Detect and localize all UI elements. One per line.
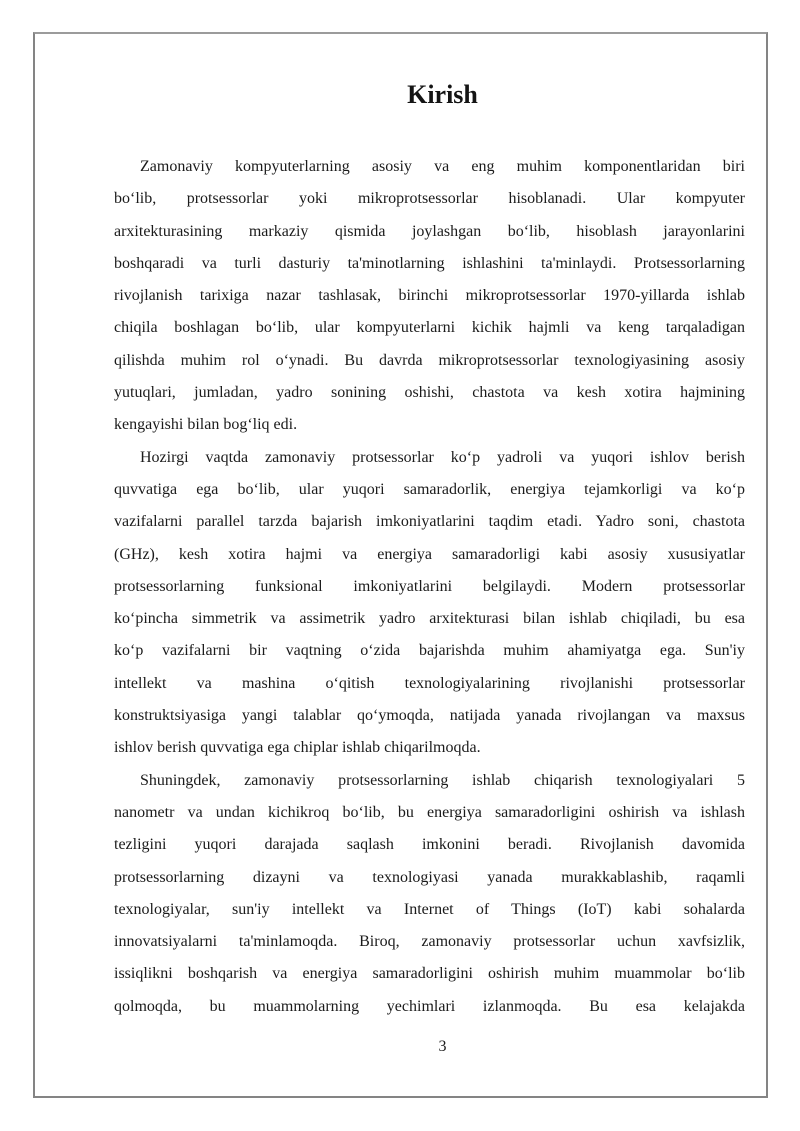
paragraph (114, 151, 745, 442)
paragraph (114, 765, 745, 1023)
text-line: boshqaradi va turli dasturiy ta'minotlarning ishlashini ta'minlaydi. Protsessorlarning (114, 254, 745, 272)
text-line: Shuningdek, zamonaviy protsessorlarning ishlab chiqarish texnologiyalari 5 (140, 771, 745, 789)
text-line: Zamonaviy kompyuterlarning asosiy va eng muhim komponentlaridan biri (140, 158, 745, 175)
text-line: arxitekturasining markaziy qismida joylashgan bo‘lib, hisoblash jarayonlarini (114, 222, 745, 240)
document-body (114, 151, 745, 1023)
text-line: vazifalarni parallel tarzda bajarish imkoniyatlarini taqdim etadi. Yadro soni, chastota (114, 513, 745, 531)
text-line: intellekt va mashina o‘qitish texnologiyalarining rivojlanishi protsessorlar (114, 674, 745, 692)
text-line: ko‘pincha simmetrik va assimetrik yadro arxitekturasi bilan ishlab chiqiladi, bu esa (114, 610, 745, 628)
text-line: konstruktsiyasiga yangi talablar qo‘ymoqda, natijada yanada rivojlangan va maxsus (114, 707, 745, 725)
text-line: texnologiyalar, sun'iy intellekt va Internet of Things (IoT) kabi sohalarda (114, 900, 745, 918)
text-line: yutuqlari, jumladan, yadro sonining oshishi, chastota va kesh xotira hajmining (114, 384, 745, 402)
text-line: Hozirgi vaqtda zamonaviy protsessorlar ko‘p yadroli va yuqori ishlov berish (140, 448, 745, 466)
text-line: tezligini yuqori darajada saqlash imkonini beradi. Rivojlanish davomida (114, 836, 745, 854)
text-line: chiqila boshlagan bo‘lib, ular kompyuterlarni kichik hajmli va keng tarqaladigan (114, 319, 745, 337)
text-line: ishlov berish quvvatiga ega chiplar ishlab chiqarilmoqda. (114, 739, 481, 757)
page-title: Kirish (407, 80, 478, 109)
text-line: innovatsiyalarni ta'minlamoqda. Biroq, zamonaviy protsessorlar uchun xavfsizlik, (114, 933, 745, 951)
text-line: nanometr va undan kichikroq bo‘lib, bu energiya samaradorligini oshirish va ishlash (114, 803, 745, 821)
page-number: 3 (438, 1038, 447, 1056)
text-line: bo‘lib, protsessorlar yoki mikroprotsessorlar hisoblanadi. Ular kompyuter (114, 190, 745, 208)
text-line: (GHz), kesh xotira hajmi va energiya samaradorligi kabi asosiy xususiyatlar (114, 545, 745, 563)
text-line: qolmoqda, bu muammolarning yechimlari izlanmoqda. Bu esa kelajakda (114, 997, 745, 1015)
paragraph (114, 442, 745, 765)
text-line: quvvatiga ega bo‘lib, ular yuqori samaradorlik, energiya tejamkorligi va ko‘p (114, 480, 745, 498)
text-line: issiqlikni boshqarish va energiya samaradorligini oshirish muhim muammolar bo‘lib (114, 965, 745, 983)
text-line: protsessorlarning funksional imkoniyatlarini belgilaydi. Modern protsessorlar (114, 577, 745, 595)
text-line: rivojlanish tarixiga nazar tashlasak, birinchi mikroprotsessorlar 1970-yillarda ishlab (114, 287, 745, 305)
text-line: qilishda muhim rol o‘ynadi. Bu davrda mikroprotsessorlar texnologiyasining asosiy (114, 351, 745, 369)
text-line: ko‘p vazifalarni bir vaqtning o‘zida bajarishda muhim ahamiyatga ega. Sun'iy (114, 642, 745, 660)
document-page (33, 32, 768, 1098)
text-line: kengayishi bilan bog‘liq edi. (114, 416, 298, 434)
text-line: protsessorlarning dizayni va texnologiyasi yanada murakkablashib, raqamli (114, 868, 745, 886)
